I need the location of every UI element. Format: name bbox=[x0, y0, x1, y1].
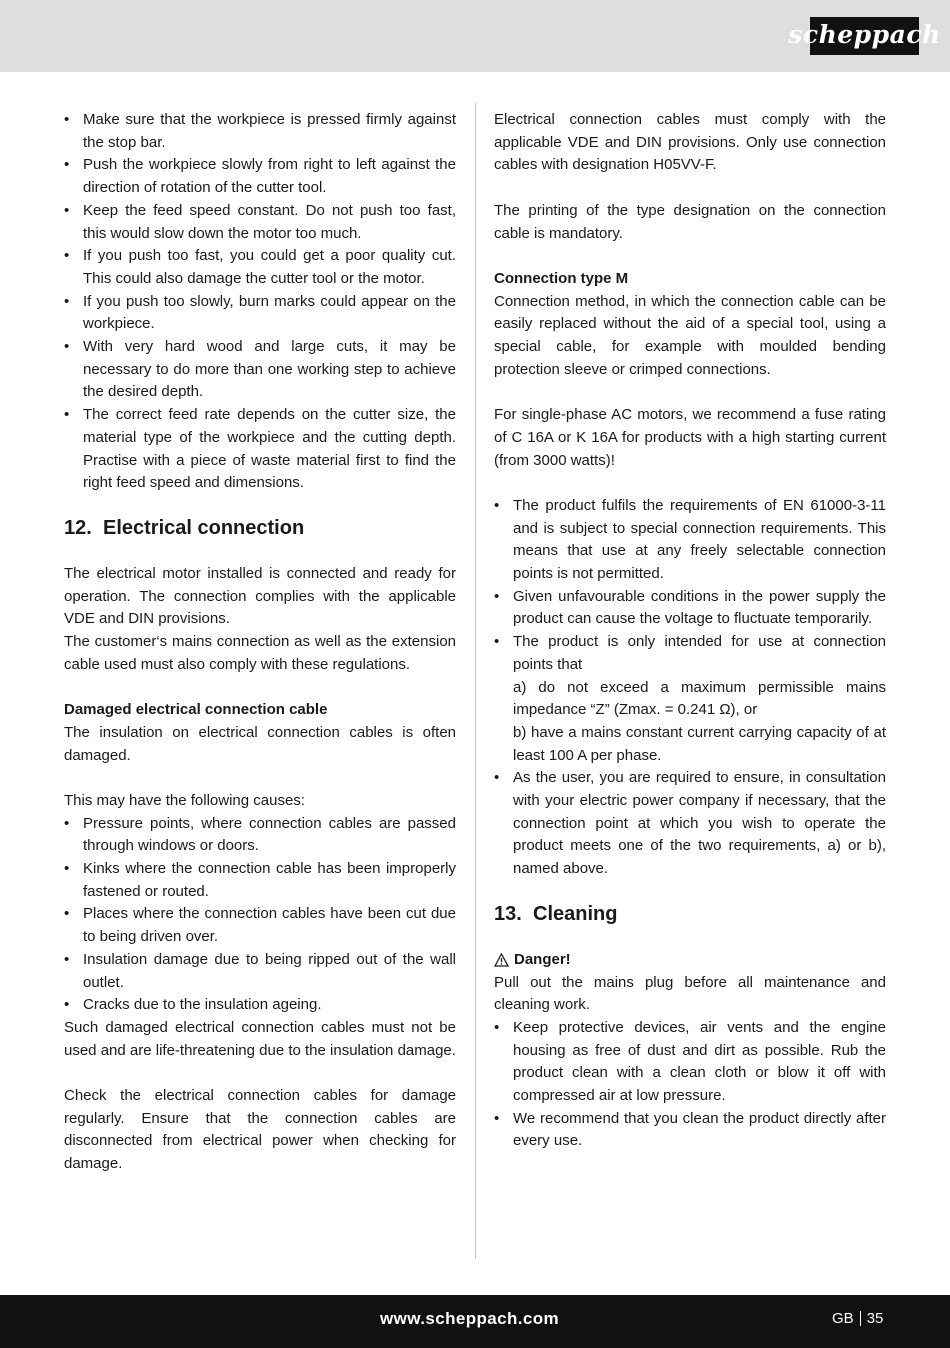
danger-text-label: Danger! bbox=[514, 950, 571, 968]
page-indicator bbox=[832, 1310, 883, 1327]
cleaning-list bbox=[494, 1017, 886, 1153]
list-item: • With very hard wood and large cuts, it may be necessary to do more than one working step to achieve the desired depth. bbox=[64, 336, 456, 404]
warning-triangle-icon bbox=[494, 953, 509, 967]
language-code: GB bbox=[832, 1310, 854, 1327]
list-item: • If you push too fast, you could get a poor quality cut. This could also damage the cutter tool or the motor. bbox=[64, 245, 456, 290]
requirements-list bbox=[494, 495, 886, 881]
list-item: • Pressure points, where connection cables are passed through windows or doors. bbox=[64, 813, 456, 858]
paragraph: Check the electrical connection cables for damage regularly. Ensure that the connection cables are disconnected from electrical power when checking for damage. bbox=[64, 1087, 456, 1173]
section-12-heading bbox=[64, 515, 456, 541]
list-item: • Kinks where the connection cable has been improperly fastened or routed. bbox=[64, 858, 456, 903]
right-column bbox=[494, 109, 886, 1153]
section-number: 13. bbox=[494, 902, 522, 925]
left-column bbox=[64, 109, 456, 1176]
list-item: • Insulation damage due to being ripped out of the wall outlet. bbox=[64, 949, 456, 994]
section-13-heading bbox=[494, 901, 886, 927]
list-item: • Cracks due to the insulation ageing. bbox=[64, 994, 456, 1017]
section-number: 12. bbox=[64, 516, 92, 539]
list-item: • As the user, you are required to ensure, in consultation with your electric power company if necessary, that the connection point at which you wish to operate the product meets one of the two requirements, a) or b), named above. bbox=[494, 767, 886, 881]
paragraph: The electrical motor installed is connected and ready for operation. The connection complies with the applicable VDE and DIN provisions. bbox=[64, 564, 456, 628]
paragraph: The customer‘s mains connection as well as the extension cable used must also comply with these regulations. bbox=[64, 633, 456, 673]
paragraph: Connection method, in which the connection cable can be easily replaced without the aid of a special tool, using a special cable, for example with moulded bending protection sleeve or crimped connections. bbox=[494, 292, 886, 378]
page-number: 35 bbox=[866, 1310, 884, 1327]
list-item: • The product fulfils the requirements of EN 61000-3-11 and is subject to special connection requirements. This means that use at any freely selectable connection points is not permitted. bbox=[494, 495, 886, 586]
list-item: • The correct feed rate depends on the cutter size, the material type of the workpiece and the cutting depth. Practise with a piece of waste material first to find the right feed speed and dimensions. bbox=[64, 404, 456, 495]
footer-website-link[interactable]: www.scheppach.com bbox=[380, 1309, 560, 1328]
section-title: Cleaning bbox=[533, 902, 618, 925]
list-item bbox=[494, 631, 886, 767]
subheading-connection-type-m: Connection type M bbox=[494, 269, 629, 287]
causes-list bbox=[64, 813, 456, 1017]
paragraph: Electrical connection cables must comply with the applicable VDE and DIN provisions. Only use connection cables with designation H05VV-F. bbox=[494, 111, 886, 174]
list-item: • Keep the feed speed constant. Do not push too fast, this would slow down the motor too much. bbox=[64, 200, 456, 245]
paragraph: The insulation on electrical connection cables is often damaged. bbox=[64, 723, 456, 764]
list-item: • Given unfavourable conditions in the power supply the product can cause the voltage to fluctuate temporarily. bbox=[494, 586, 886, 631]
list-item: • Keep protective devices, air vents and the engine housing as free of dust and dirt as possible. Rub the product clean with a clean cloth or blow it off with compressed air at low pressure. bbox=[494, 1017, 886, 1108]
paragraph: This may have the following causes: bbox=[64, 791, 305, 809]
feed-instructions-list bbox=[64, 109, 456, 495]
separator bbox=[860, 1311, 861, 1326]
paragraph: Pull out the mains plug before all maintenance and cleaning work. bbox=[494, 973, 886, 1014]
paragraph: Such damaged electrical connection cables must not be used and are life-threatening due to the insulation damage. bbox=[64, 1018, 456, 1059]
footer bbox=[0, 1295, 950, 1348]
list-item: • We recommend that you clean the product directly after every use. bbox=[494, 1108, 886, 1153]
list-item-text: b) have a mains constant current carrying capacity of at least 100 A per phase. bbox=[513, 723, 886, 764]
list-item: • Places where the connection cables have been cut due to being driven over. bbox=[64, 903, 456, 948]
list-item-text: • The product is only intended for use at connection points that bbox=[513, 633, 886, 673]
list-item: • Make sure that the workpiece is pressed firmly against the stop bar. bbox=[64, 109, 456, 154]
paragraph: The printing of the type designation on the connection cable is mandatory. bbox=[494, 201, 886, 242]
subheading-damaged-cable: Damaged electrical connection cable bbox=[64, 701, 328, 719]
paragraph: For single-phase AC motors, we recommend a fuse rating of C 16A or K 16A for products with a high starting current (from 3000 watts)! bbox=[494, 406, 886, 469]
list-item: • Push the workpiece slowly from right to left against the direction of rotation of the cutter tool. bbox=[64, 154, 456, 199]
section-title: Electrical connection bbox=[103, 516, 305, 539]
column-divider bbox=[475, 103, 476, 1259]
list-item-text: a) do not exceed a maximum permissible mains impedance “Z” (Zmax. = 0.241 Ω), or bbox=[513, 678, 886, 719]
list-item: • If you push too slowly, burn marks could appear on the workpiece. bbox=[64, 291, 456, 336]
brand-logo: scheppach bbox=[810, 17, 919, 55]
danger-label bbox=[494, 949, 886, 972]
